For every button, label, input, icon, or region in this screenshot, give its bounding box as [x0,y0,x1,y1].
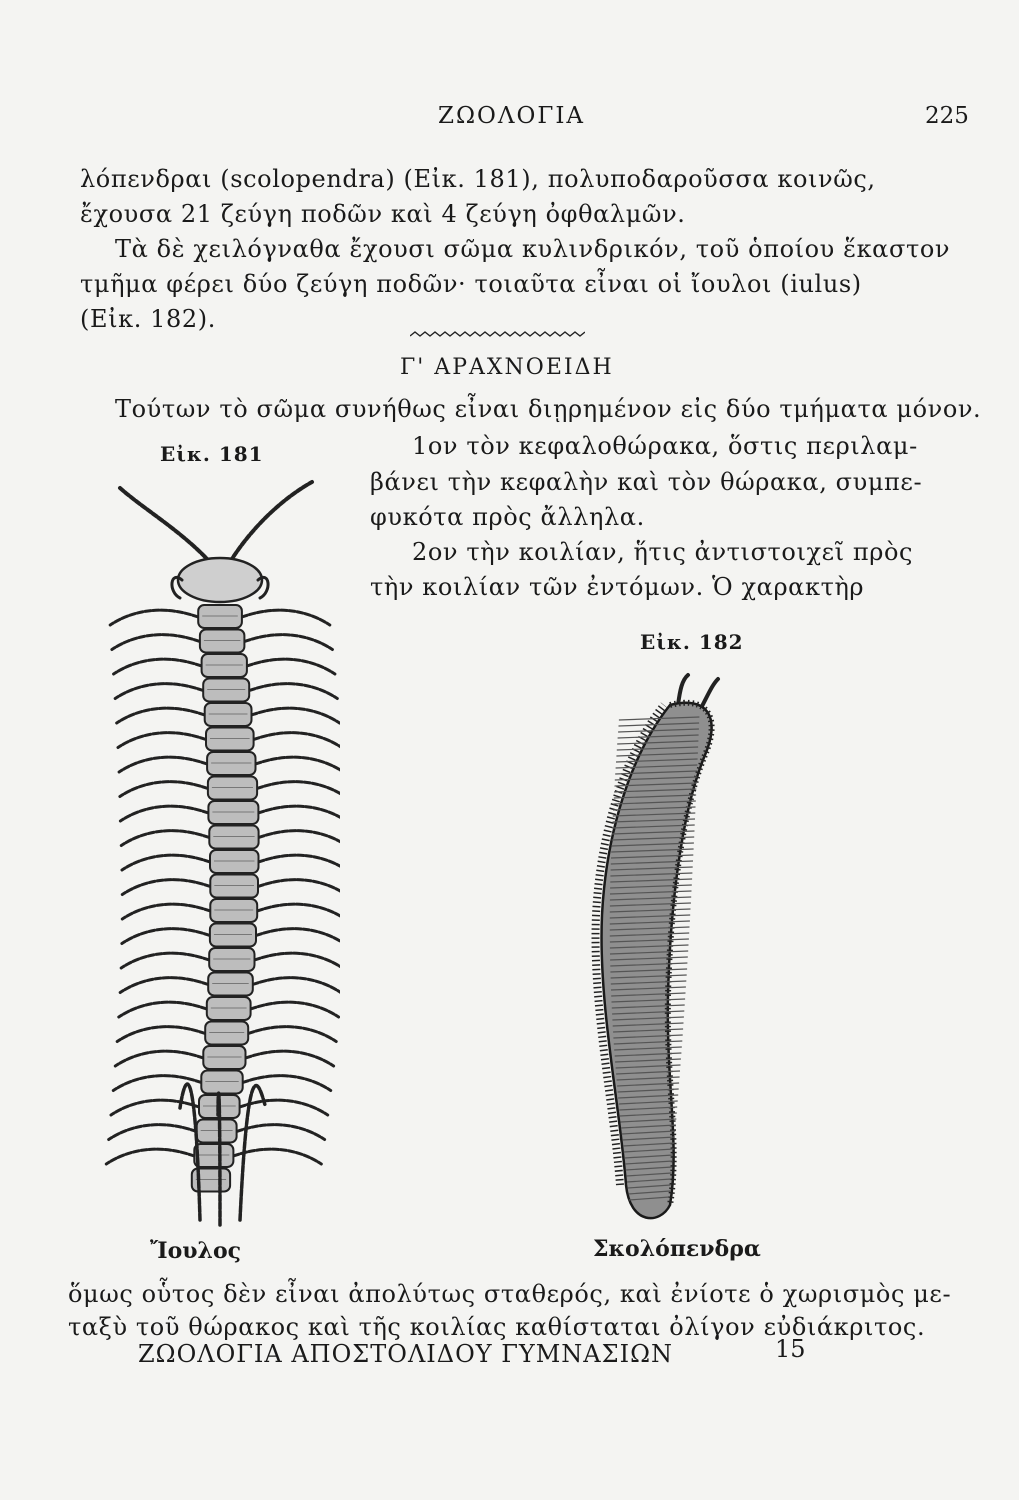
figure-182-label: Εἰκ. 182 [640,630,744,654]
text-line: ταξὺ τοῦ θώρακος καὶ τῆς κοιλίας καθίσταται ὀλίγον εὐδιάκριτος. [68,1313,926,1341]
text-line: τμῆμα φέρει δύο ζεύγη ποδῶν· τοιαῦτα εἶναι οἱ ἴουλοι (iulus) [80,270,862,298]
text-line: Τούτων τὸ σῶμα συνήθως εἶναι διῃρημένον εἰς δύο τμήματα μόνον. [115,395,982,423]
text-line: ἔχουσα 21 ζεύγη ποδῶν καὶ 4 ζεύγη ὀφθαλμῶν. [80,200,686,228]
text-line: βάνει τὴν κεφαλὴν καὶ τὸν θώρακα, συμπε- [370,468,923,496]
ornamental-rule [410,330,585,342]
text-line: 2ον τὴν κοιλίαν, ἥτις ἀντιστοιχεῖ πρὸς [412,538,914,566]
text-line: Τὰ δὲ χειλόγναθα ἔχουσι σῶμα κυλινδρικόν, τοῦ ὁποίου ἕκαστον [115,235,951,263]
signature-number: 15 [775,1335,806,1363]
section-heading: Γ' ΑΡΑΧΝΟΕΙΔΗ [400,355,614,380]
text-line: (Εἰκ. 182). [80,305,216,333]
text-line: λόπενδραι (scolopendra) (Εἰκ. 181), πολυποδαροῦσσα κοινῶς, [80,165,876,193]
millipede-illustration [560,665,740,1230]
figure-181-label: Εἰκ. 181 [160,442,264,466]
text-line: τὴν κοιλίαν τῶν ἐντόμων. Ὁ χαρακτὴρ [370,573,865,601]
text-line: φυκότα πρὸς ἄλληλα. [370,503,645,531]
figure-182-caption: Σκολόπενδρα [593,1236,761,1262]
text-line: 1ον τὸν κεφαλοθώρακα, ὅστις περιλαμ- [412,432,918,460]
centipede-illustration [100,470,340,1250]
signature-title: ΖΩΟΛΟΓΙΑ ΑΠΟΣΤΟΛΙΔΟΥ ΓΥΜΝΑΣΙΩΝ [138,1340,673,1368]
page-number: 225 [925,103,969,129]
running-title: ΖΩΟΛΟΓΙΑ [438,103,586,129]
text-line: ὅμως οὗτος δὲν εἶναι ἀπολύτως σταθερός, καὶ ἐνίοτε ὁ χωρισμὸς με- [68,1280,952,1308]
figure-181-caption: Ἴουλος [150,1238,242,1264]
